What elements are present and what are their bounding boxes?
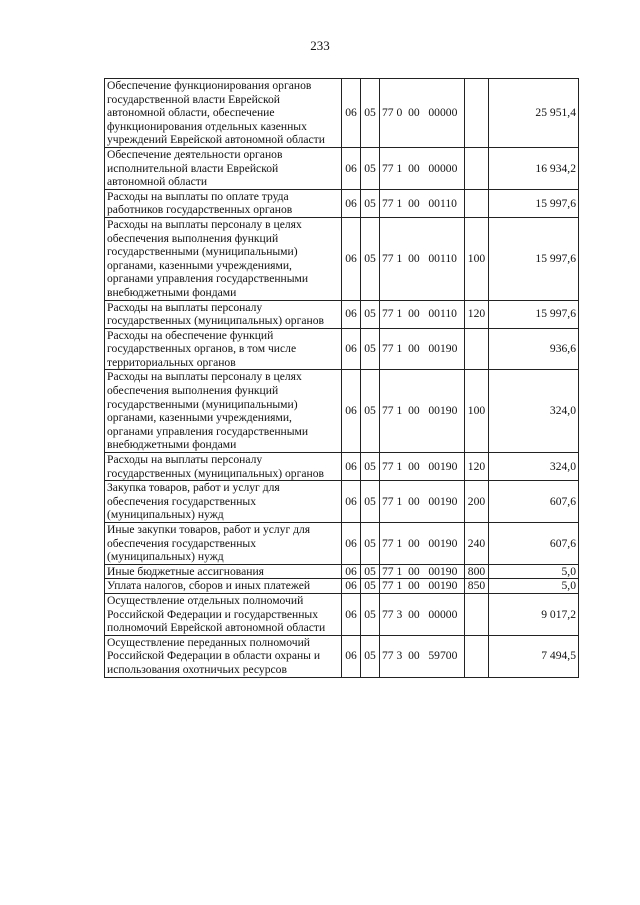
row-expense-type-code: 120 <box>465 300 489 328</box>
row-name: Иные бюджетные ассигнования <box>105 564 342 579</box>
row-target-code: 77 1 00 00190 <box>380 453 465 481</box>
row-subsection-code: 05 <box>361 481 380 523</box>
row-amount: 7 494,5 <box>489 635 579 677</box>
row-subsection-code: 05 <box>361 564 380 579</box>
row-section-code: 06 <box>342 328 361 370</box>
table-row <box>105 370 579 453</box>
row-subsection-code: 05 <box>361 593 380 635</box>
row-subsection-code: 05 <box>361 189 380 217</box>
row-subsection-code: 05 <box>361 217 380 300</box>
row-name: Расходы на выплаты персоналу в целях обеспечения выполнения функций государственными (муниципальными) органами, казенными учреждениями, органами управления государственными внебюджетными фондами <box>105 217 342 300</box>
row-name: Расходы на обеспечение функций государственных органов, в том числе территориальных органов <box>105 328 342 370</box>
row-amount: 324,0 <box>489 453 579 481</box>
row-section-code: 06 <box>342 579 361 594</box>
row-subsection-code: 05 <box>361 79 380 148</box>
row-target-code: 77 3 00 00000 <box>380 593 465 635</box>
row-amount: 25 951,4 <box>489 79 579 148</box>
row-section-code: 06 <box>342 79 361 148</box>
table-row <box>105 453 579 481</box>
table-row <box>105 147 579 189</box>
row-name: Осуществление отдельных полномочий Российской Федерации и государственных полномочий Еврейской автономной области <box>105 593 342 635</box>
row-subsection-code: 05 <box>361 370 380 453</box>
row-amount: 16 934,2 <box>489 147 579 189</box>
row-section-code: 06 <box>342 147 361 189</box>
row-target-code: 77 3 00 59700 <box>380 635 465 677</box>
table-row <box>105 300 579 328</box>
row-section-code: 06 <box>342 481 361 523</box>
row-expense-type-code: 240 <box>465 523 489 565</box>
row-expense-type-code <box>465 147 489 189</box>
row-section-code: 06 <box>342 189 361 217</box>
row-target-code: 77 1 00 00000 <box>380 147 465 189</box>
row-expense-type-code <box>465 593 489 635</box>
row-target-code: 77 1 00 00190 <box>380 370 465 453</box>
table-row <box>105 217 579 300</box>
table-row <box>105 79 579 148</box>
row-subsection-code: 05 <box>361 635 380 677</box>
row-section-code: 06 <box>342 370 361 453</box>
row-expense-type-code <box>465 328 489 370</box>
table-row <box>105 564 579 579</box>
row-subsection-code: 05 <box>361 523 380 565</box>
row-section-code: 06 <box>342 635 361 677</box>
row-amount: 607,6 <box>489 523 579 565</box>
row-expense-type-code: 120 <box>465 453 489 481</box>
row-expense-type-code: 800 <box>465 564 489 579</box>
row-name: Закупка товаров, работ и услуг для обеспечения государственных (муниципальных) нужд <box>105 481 342 523</box>
row-name: Обеспечение функционирования органов государственной власти Еврейской автономной области, обеспечение функционирования отдельных казенных учреждений Еврейской автономной области <box>105 79 342 148</box>
row-subsection-code: 05 <box>361 579 380 594</box>
row-expense-type-code <box>465 189 489 217</box>
row-expense-type-code: 850 <box>465 579 489 594</box>
row-expense-type-code: 100 <box>465 370 489 453</box>
table-row <box>105 189 579 217</box>
table-row <box>105 635 579 677</box>
row-name: Расходы на выплаты персоналу государственных (муниципальных) органов <box>105 300 342 328</box>
row-name: Расходы на выплаты по оплате труда работников государственных органов <box>105 189 342 217</box>
row-expense-type-code: 100 <box>465 217 489 300</box>
row-expense-type-code <box>465 79 489 148</box>
row-target-code: 77 1 00 00110 <box>380 300 465 328</box>
budget-table <box>104 78 579 678</box>
row-subsection-code: 05 <box>361 328 380 370</box>
row-subsection-code: 05 <box>361 453 380 481</box>
row-section-code: 06 <box>342 453 361 481</box>
row-section-code: 06 <box>342 300 361 328</box>
budget-table-body <box>105 79 579 678</box>
row-expense-type-code: 200 <box>465 481 489 523</box>
row-amount: 5,0 <box>489 564 579 579</box>
row-target-code: 77 1 00 00110 <box>380 217 465 300</box>
row-amount: 607,6 <box>489 481 579 523</box>
table-row <box>105 481 579 523</box>
row-name: Расходы на выплаты персоналу в целях обеспечения выполнения функций государственными (муниципальными) органами, казенными учреждениями, органами управления государственными внебюджетными фондами <box>105 370 342 453</box>
row-amount: 15 997,6 <box>489 300 579 328</box>
row-amount: 15 997,6 <box>489 189 579 217</box>
row-amount: 936,6 <box>489 328 579 370</box>
row-target-code: 77 1 00 00190 <box>380 481 465 523</box>
row-expense-type-code <box>465 635 489 677</box>
row-name: Иные закупки товаров, работ и услуг для обеспечения государственных (муниципальных) нужд <box>105 523 342 565</box>
row-target-code: 77 1 00 00190 <box>380 523 465 565</box>
row-name: Обеспечение деятельности органов исполнительной власти Еврейской автономной области <box>105 147 342 189</box>
row-section-code: 06 <box>342 564 361 579</box>
row-target-code: 77 1 00 00110 <box>380 189 465 217</box>
row-section-code: 06 <box>342 523 361 565</box>
row-name: Расходы на выплаты персоналу государственных (муниципальных) органов <box>105 453 342 481</box>
row-target-code: 77 1 00 00190 <box>380 564 465 579</box>
row-target-code: 77 0 00 00000 <box>380 79 465 148</box>
row-target-code: 77 1 00 00190 <box>380 579 465 594</box>
row-name: Уплата налогов, сборов и иных платежей <box>105 579 342 594</box>
row-section-code: 06 <box>342 593 361 635</box>
table-row <box>105 593 579 635</box>
page-number: 233 <box>310 38 330 53</box>
row-amount: 9 017,2 <box>489 593 579 635</box>
table-row <box>105 579 579 594</box>
row-amount: 5,0 <box>489 579 579 594</box>
row-name: Осуществление переданных полномочий Российской Федерации в области охраны и использования охотничьих ресурсов <box>105 635 342 677</box>
row-subsection-code: 05 <box>361 300 380 328</box>
table-row <box>105 523 579 565</box>
row-target-code: 77 1 00 00190 <box>380 328 465 370</box>
row-section-code: 06 <box>342 217 361 300</box>
row-subsection-code: 05 <box>361 147 380 189</box>
table-row <box>105 328 579 370</box>
row-amount: 324,0 <box>489 370 579 453</box>
row-amount: 15 997,6 <box>489 217 579 300</box>
